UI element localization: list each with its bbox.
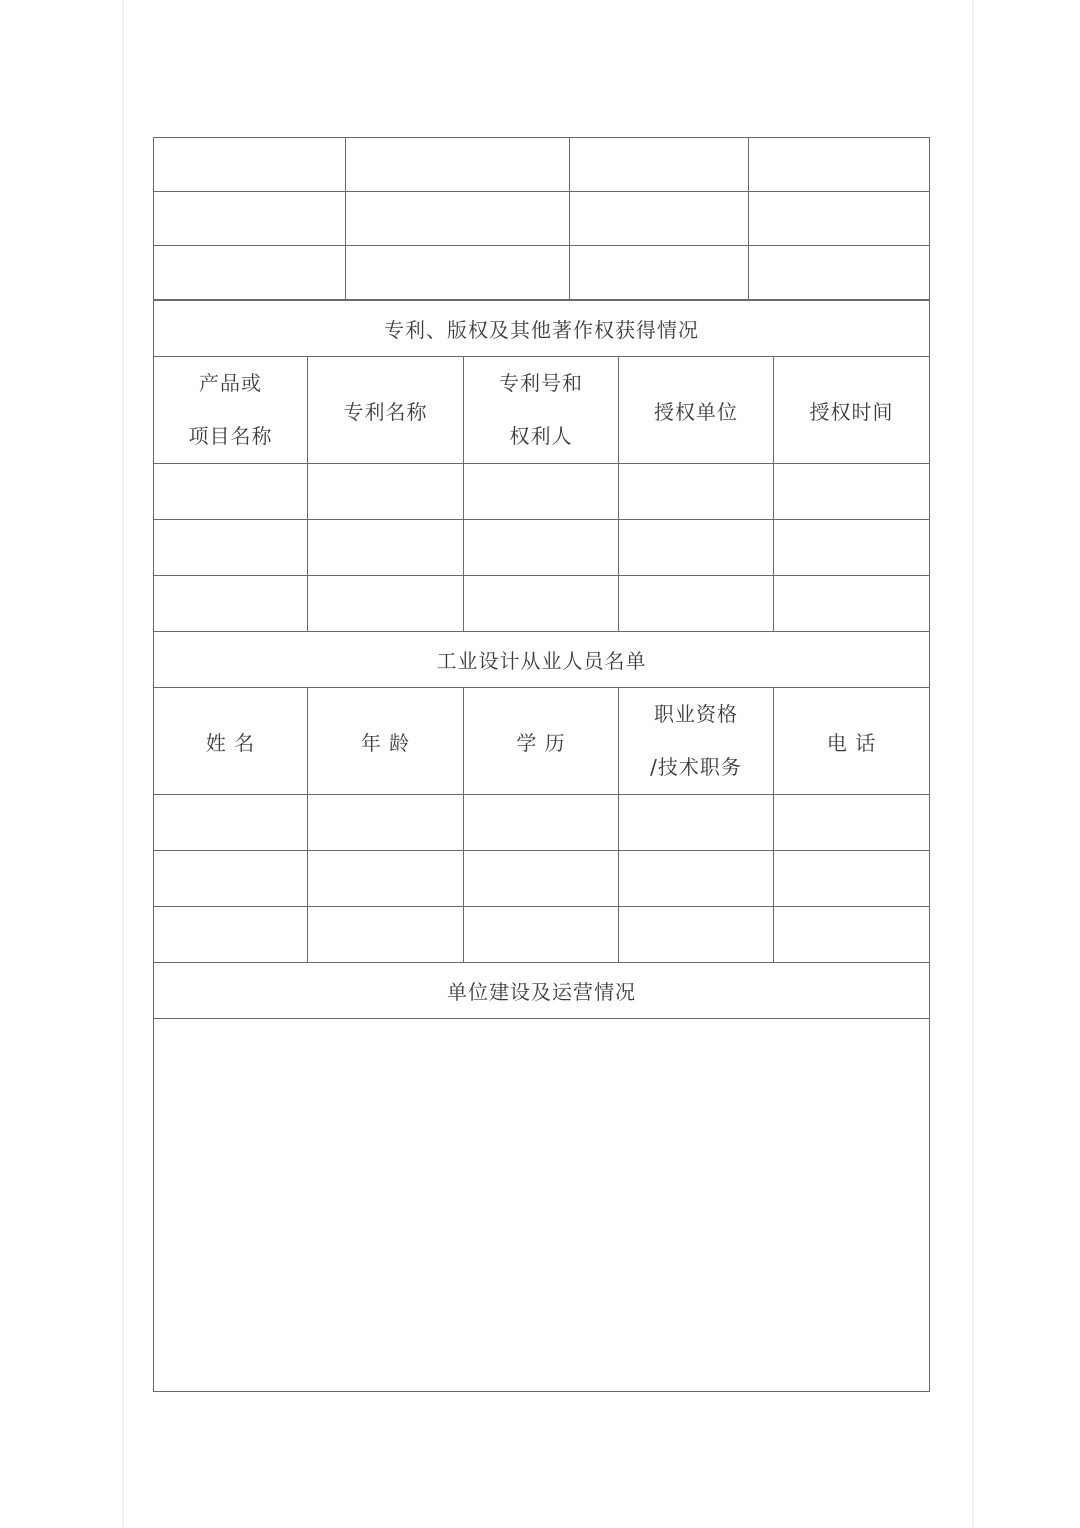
header-authority: 授权单位 — [619, 357, 774, 464]
page-right-edge — [972, 0, 974, 1528]
table-cell[interactable] — [619, 851, 774, 907]
header-education: 学 历 — [464, 688, 619, 795]
header-qualification — [619, 688, 774, 795]
table-cell[interactable] — [619, 576, 774, 632]
table-cell[interactable] — [570, 192, 749, 246]
table-cell[interactable] — [464, 520, 619, 576]
table-cell[interactable] — [749, 192, 930, 246]
header-auth-time: 授权时间 — [774, 357, 930, 464]
table-row — [154, 576, 930, 632]
table-cell[interactable] — [308, 520, 464, 576]
table-cell[interactable] — [154, 851, 308, 907]
table-row — [154, 246, 930, 300]
table-cell[interactable] — [774, 851, 930, 907]
table-cell[interactable] — [308, 464, 464, 520]
table-row — [154, 464, 930, 520]
table-header-row — [154, 357, 930, 464]
header-qualification-line2: /技术职务 — [650, 755, 742, 779]
table-cell[interactable] — [346, 192, 570, 246]
table-header-row — [154, 688, 930, 795]
table-cell[interactable] — [154, 907, 308, 963]
table-cell[interactable] — [619, 520, 774, 576]
table-cell[interactable] — [154, 795, 308, 851]
header-patent-name: 专利名称 — [308, 357, 464, 464]
section-title-row — [154, 963, 930, 1019]
continuation-table — [153, 137, 930, 300]
header-patent-number-line1: 专利号和 — [499, 371, 583, 395]
table-cell[interactable] — [619, 795, 774, 851]
header-patent-number-line2: 权利人 — [509, 424, 573, 448]
table-cell[interactable] — [154, 138, 346, 192]
patents-table — [153, 300, 930, 1392]
table-cell[interactable] — [308, 795, 464, 851]
page-left-edge — [122, 0, 124, 1528]
table-cell[interactable] — [154, 576, 308, 632]
table-cell[interactable] — [749, 138, 930, 192]
table-cell[interactable] — [464, 851, 619, 907]
table-row — [154, 907, 930, 963]
operations-section-title: 单位建设及运营情况 — [154, 963, 930, 1019]
section-title-row — [154, 301, 930, 357]
table-row — [154, 520, 930, 576]
table-cell[interactable] — [154, 464, 308, 520]
table-cell[interactable] — [464, 907, 619, 963]
application-form — [153, 137, 929, 1392]
table-cell[interactable] — [774, 907, 930, 963]
section-title-row — [154, 632, 930, 688]
table-cell[interactable] — [346, 246, 570, 300]
table-row — [154, 795, 930, 851]
header-product-line2: 项目名称 — [188, 424, 273, 448]
table-cell[interactable] — [464, 576, 619, 632]
header-name: 姓 名 — [154, 688, 308, 795]
header-product-line1: 产品或 — [199, 371, 262, 395]
table-cell[interactable] — [749, 246, 930, 300]
table-row — [154, 851, 930, 907]
table-cell[interactable] — [308, 851, 464, 907]
header-phone: 电 话 — [774, 688, 930, 795]
table-cell[interactable] — [154, 192, 346, 246]
table-cell[interactable] — [570, 138, 749, 192]
table-row — [154, 192, 930, 246]
header-product-name — [154, 357, 308, 464]
table-cell[interactable] — [346, 138, 570, 192]
staff-section-title: 工业设计从业人员名单 — [154, 632, 930, 688]
table-cell[interactable] — [308, 576, 464, 632]
header-patent-number — [464, 357, 619, 464]
table-cell[interactable] — [619, 907, 774, 963]
table-cell[interactable] — [464, 464, 619, 520]
table-cell[interactable] — [774, 464, 930, 520]
table-cell[interactable] — [774, 576, 930, 632]
table-cell[interactable] — [154, 246, 346, 300]
table-cell[interactable] — [308, 907, 464, 963]
table-cell[interactable] — [570, 246, 749, 300]
table-cell[interactable] — [619, 464, 774, 520]
table-cell[interactable] — [774, 520, 930, 576]
header-qualification-line1: 职业资格 — [654, 702, 738, 726]
operations-content-row — [154, 1019, 930, 1392]
table-cell[interactable] — [154, 520, 308, 576]
operations-content-area[interactable] — [154, 1019, 930, 1392]
table-cell[interactable] — [774, 795, 930, 851]
patents-section-title: 专利、版权及其他著作权获得情况 — [154, 301, 930, 357]
header-age: 年 龄 — [308, 688, 464, 795]
table-row — [154, 138, 930, 192]
table-cell[interactable] — [464, 795, 619, 851]
